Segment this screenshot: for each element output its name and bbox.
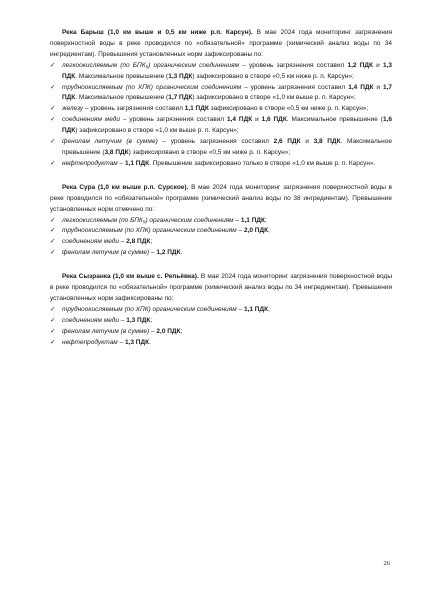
pdk-value: 1,3 ПДК <box>62 61 392 80</box>
pdk-value: 1,1 ПДК <box>124 159 150 167</box>
river-heading: Река Сура (1,0 км выше р.п. Сурское). <box>62 183 189 191</box>
checkmark-icon: ✓ <box>50 105 56 113</box>
list-item <box>50 104 392 115</box>
checkmark-icon: ✓ <box>50 305 56 313</box>
checkmark-icon: ✓ <box>50 327 56 335</box>
item-text: ) зафиксировано в створе «1,0 км выше р. п. Карсун»; <box>192 94 356 102</box>
list-item <box>50 83 392 105</box>
checkmark-icon: ✓ <box>50 159 56 167</box>
item-text: – <box>118 238 127 246</box>
pdk-value: 1,6 ПДК <box>261 116 287 124</box>
item-text: – <box>118 316 127 324</box>
exceedance-list <box>50 216 392 260</box>
pdk-value: 1,3 ПДК <box>168 72 193 80</box>
river-section <box>50 272 392 348</box>
pdk-value: 1,1 ПДК <box>184 105 209 113</box>
pollutant-name: фенолам летучим (в сумме) <box>62 327 150 335</box>
checkmark-icon: ✓ <box>50 338 56 346</box>
list-item <box>50 216 392 227</box>
section-paragraph <box>50 28 392 61</box>
item-text: ) зафиксировано в створе «1,0 км выше р. п. Карсун»; <box>75 127 239 135</box>
pdk-value: 2,6 ПДК <box>273 138 301 146</box>
item-text: – <box>236 227 244 235</box>
item-text: ) зафиксировано в створе «0,5 км ниже р. п. Карсун»; <box>192 72 354 80</box>
pollutant-name: легкоокисляемым (по БПК₅) органическим соединениям <box>62 216 234 224</box>
pollutant-name: трудноокисляемым (по ХПК) органическим соединениям <box>62 305 237 313</box>
checkmark-icon: ✓ <box>50 249 56 257</box>
item-text: – уровень загрязнения составил <box>120 116 227 124</box>
pollutant-name: нефтепродуктам <box>62 159 118 167</box>
item-text: ; <box>150 238 153 246</box>
item-text: – <box>236 305 244 313</box>
item-text: . Максимальное превышение ( <box>75 94 169 102</box>
item-text: ; <box>268 227 270 235</box>
item-text: – <box>117 159 125 167</box>
list-item <box>50 327 392 338</box>
pdk-value: 1,4 ПДК <box>226 116 253 124</box>
item-text: – <box>233 216 241 224</box>
pdk-value: 2,8 ПДК <box>126 238 151 246</box>
item-text: зафиксировано в створе «0,5 км ниже р. п. Карсун»; <box>208 105 369 113</box>
item-text: и <box>300 138 314 146</box>
section-intro: В мае 2024 года мониторинг загрязнения поверхностной воды в реке проводился по «обязательной» программе (химический анализ воды по 38 ингредиентам). Превышение установленных норм отмечено по: <box>50 183 392 213</box>
item-text: – уровень загрязнения составил <box>239 61 348 69</box>
item-text: . <box>149 338 151 346</box>
section-paragraph <box>50 272 392 305</box>
pdk-value: 1,3 ПДК <box>126 316 151 324</box>
pdk-value: 1,7 ПДК <box>168 94 193 102</box>
pollutant-name: соединениям меди <box>62 238 119 246</box>
pdk-value: 1,3 ПДК <box>124 338 150 346</box>
item-text: и <box>373 83 383 91</box>
pollutant-name: соединениям меди <box>62 316 119 324</box>
item-text: . Максимальное превышение ( <box>75 72 169 80</box>
sections-container <box>50 28 392 348</box>
checkmark-icon: ✓ <box>50 316 56 324</box>
list-item <box>50 305 392 316</box>
item-text: и <box>372 61 383 69</box>
pollutant-name: легкоокисляемым (по БПК₅) органическим соединениям <box>62 61 240 69</box>
page-number: 26 <box>383 560 390 567</box>
item-text: ; <box>264 216 267 224</box>
pdk-value: 2,0 ПДК <box>243 227 269 235</box>
checkmark-icon: ✓ <box>50 238 56 246</box>
pollutant-name: фенолам летучим (в сумме) <box>62 249 150 257</box>
river-section <box>50 183 392 259</box>
checkmark-icon: ✓ <box>50 116 56 124</box>
checkmark-icon: ✓ <box>50 138 56 146</box>
list-item <box>50 248 392 259</box>
item-text: ; <box>150 316 153 324</box>
list-item <box>50 338 392 349</box>
pdk-value: 3,8 ПДК <box>313 138 341 146</box>
checkmark-icon: ✓ <box>50 227 56 235</box>
pollutant-name: фенолам летучим (в сумме) <box>62 138 158 146</box>
river-section <box>50 28 392 170</box>
item-text: ; <box>268 305 270 313</box>
pdk-value: 1,6 ПДК <box>62 116 392 135</box>
item-text: . Превышение зафиксировано только в створе «1,0 км выше р. п. Карсун». <box>149 159 376 167</box>
pollutant-name: соединениям меди <box>62 116 121 124</box>
item-text: ; <box>180 327 183 335</box>
pdk-value: 1,7 ПДК <box>62 83 393 102</box>
river-heading: Река Сызранка (1,0 км выше с. Репьёвка). <box>62 273 199 281</box>
item-text: – уровень загрязнения составил <box>83 105 185 113</box>
pollutant-name: нефтепродуктам <box>62 338 118 346</box>
pdk-value: 1,2 ПДК <box>156 249 181 257</box>
item-text: – уровень загрязнения составил <box>157 138 274 146</box>
list-item <box>50 115 392 137</box>
pollutant-name: трудноокисляемым (по ХПК) органическим соединениям <box>62 83 242 91</box>
item-text: и <box>252 116 262 124</box>
river-heading: Река Барыш (1,0 км выше и 0,5 км ниже р.п. Карсун). <box>62 29 253 36</box>
item-text: . Максимальное превышение ( <box>286 116 383 124</box>
list-item <box>50 61 392 83</box>
list-item <box>50 159 392 170</box>
item-text: . <box>180 249 183 257</box>
checkmark-icon: ✓ <box>50 61 56 69</box>
section-intro: В мае 2024 года мониторинг загрязнения поверхностной воды в реке проводился по «обязательной» программе (химический анализ воды по 34 ингредиентам). Превышения установленных норм зафиксированы по: <box>50 273 392 302</box>
item-text: – <box>149 327 157 335</box>
pdk-value: 1,1 ПДК <box>243 305 269 313</box>
exceedance-list <box>50 61 392 170</box>
pollutant-name: железу <box>62 105 84 113</box>
item-text: . Максимальное превышение ( <box>62 138 392 156</box>
pdk-value: 1,2 ПДК <box>347 61 373 69</box>
item-text: – <box>117 338 125 346</box>
pdk-value: 1,1 ПДК <box>240 216 265 224</box>
pollutant-name: трудноокисляемым (по ХПК) органическим соединениям <box>62 227 237 235</box>
item-text: ) зафиксировано в створе «0,5 км ниже р. п. Карсун»; <box>128 148 291 156</box>
list-item <box>50 137 392 159</box>
pdk-value: 1,4 ПДК <box>348 83 374 91</box>
list-item <box>50 316 392 327</box>
pdk-value: 2,0 ПДК <box>156 327 181 335</box>
exceedance-list <box>50 305 392 349</box>
list-item <box>50 237 392 248</box>
checkmark-icon: ✓ <box>50 83 56 91</box>
item-text: – уровень загрязнения составил <box>241 83 349 91</box>
list-item <box>50 226 392 237</box>
section-paragraph <box>50 183 392 216</box>
pdk-value: 3,8 ПДК <box>104 148 129 156</box>
checkmark-icon: ✓ <box>50 216 56 224</box>
item-text: – <box>149 249 157 257</box>
section-intro: В мае 2024 года мониторинг загрязнения поверхностной воды в реке проводился по «обязательной» программе (химический анализ воды по 34 ингредиентам). Превышения установленных норм зафиксированы по: <box>50 29 392 58</box>
